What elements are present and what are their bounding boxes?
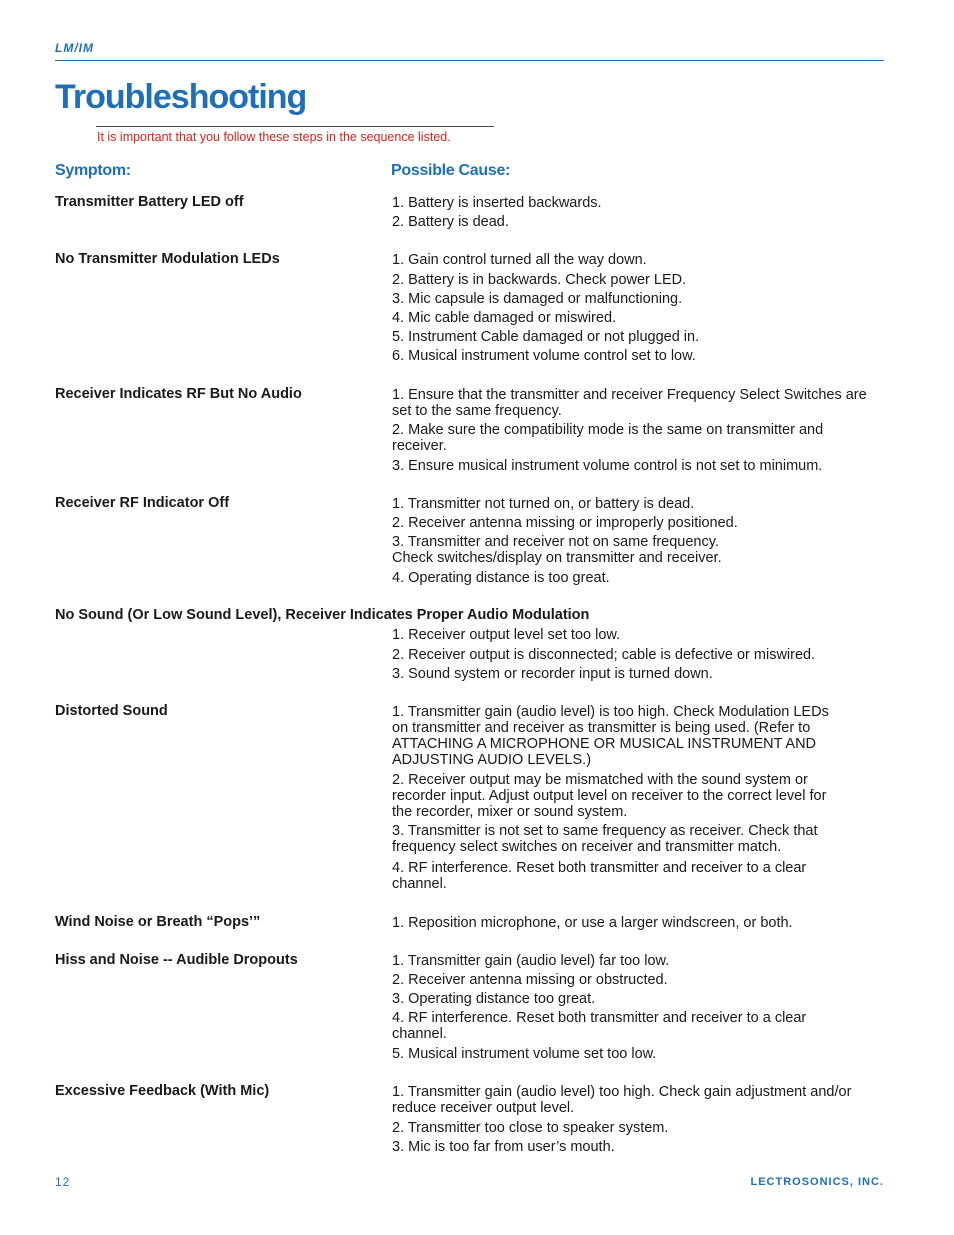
cause-item: 1. Reposition microphone, or use a larger windscreen, or both. [392,915,793,931]
page-title: Troubleshooting [55,78,307,116]
symptom-label: No Sound (Or Low Sound Level), Receiver Indicates Proper Audio Modulation [55,607,590,623]
cause-item: 3. Mic is too far from user’s mouth. [392,1139,615,1155]
cause-item: 3. Mic capsule is damaged or malfunctioning. [392,291,683,307]
sequence-note: It is important that you follow these steps in the sequence listed. [97,130,451,144]
cause-item: 3. Ensure musical instrument volume control is not set to minimum. [392,458,823,474]
symptom-label: Distorted Sound [55,703,168,719]
cause-item: 2. Battery is dead. [392,214,509,230]
cause-item: 1. Transmitter gain (audio level) is too high. Check Modulation LEDs on transmitter and receiver as transmitter is being used. (Refer to ATTACHING A MICROPHONE OR MUSICAL INSTRUMENT AND ADJUSTING AUDIO LEVELS.) [392,704,829,768]
cause-item: 2. Receiver antenna missing or obstructed. [392,972,668,988]
cause-item: 2. Receiver antenna missing or improperly positioned. [392,515,738,531]
header-model: LM/IM [55,41,94,55]
symptom-label: Excessive Feedback (With Mic) [55,1083,270,1099]
symptom-label: Wind Noise or Breath “Pops’” [55,914,261,930]
cause-item: 3. Sound system or recorder input is turned down. [392,666,713,682]
symptom-label: Receiver Indicates RF But No Audio [55,386,302,402]
cause-item: 2. Transmitter too close to speaker system. [392,1120,669,1136]
cause-item: 4. Operating distance is too great. [392,570,610,586]
cause-item: 5. Musical instrument volume set too low. [392,1046,657,1062]
header-rule [55,60,884,61]
cause-item: 3. Operating distance too great. [392,991,596,1007]
symptom-column-heading: Symptom: [55,162,131,179]
cause-item: 6. Musical instrument volume control set to low. [392,348,696,364]
symptom-label: Hiss and Noise -- Audible Dropouts [55,952,298,968]
cause-item: 1. Battery is inserted backwards. [392,195,602,211]
footer-brand: LECTROSONICS, INC. [750,1176,884,1188]
cause-item: 4. RF interference. Reset both transmitter and receiver to a clear channel. [392,1010,807,1042]
note-rule [96,126,494,127]
cause-column-heading: Possible Cause: [391,162,511,179]
cause-item: 2. Receiver output may be mismatched with the sound system or recorder input. Adjust output level on receiver to the correct level for the recorder, mixer or sound system. [392,772,827,820]
cause-item: 5. Instrument Cable damaged or not plugged in. [392,329,700,345]
symptom-label: No Transmitter Modulation LEDs [55,251,280,267]
page-number: 12 [55,1175,71,1189]
cause-item: 4. RF interference. Reset both transmitter and receiver to a clear channel. [392,860,807,892]
cause-item: 1. Transmitter gain (audio level) too high. Check gain adjustment and/or reduce receiver output level. [392,1084,852,1116]
symptom-label: Transmitter Battery LED off [55,194,244,210]
cause-item: 2. Make sure the compatibility mode is the same on transmitter and receiver. [392,422,824,454]
cause-item: 3. Transmitter is not set to same frequency as receiver. Check that frequency select switches on receiver and transmitter match. [392,823,818,855]
symptom-label: Receiver RF Indicator Off [55,495,230,511]
cause-item: 1. Ensure that the transmitter and receiver Frequency Select Switches are set to the same frequency. [392,387,867,419]
cause-item: 1. Transmitter gain (audio level) far too low. [392,953,670,969]
cause-item: 2. Receiver output is disconnected; cable is defective or miswired. [392,647,816,663]
cause-item: 4. Mic cable damaged or miswired. [392,310,617,326]
cause-item: 1. Receiver output level set too low. [392,627,621,643]
cause-item: 1. Transmitter not turned on, or battery is dead. [392,496,695,512]
cause-item: 1. Gain control turned all the way down. [392,252,647,268]
cause-item: 2. Battery is in backwards. Check power LED. [392,272,687,288]
cause-item: 3. Transmitter and receiver not on same frequency. Check switches/display on transmitter and receiver. [392,534,722,566]
